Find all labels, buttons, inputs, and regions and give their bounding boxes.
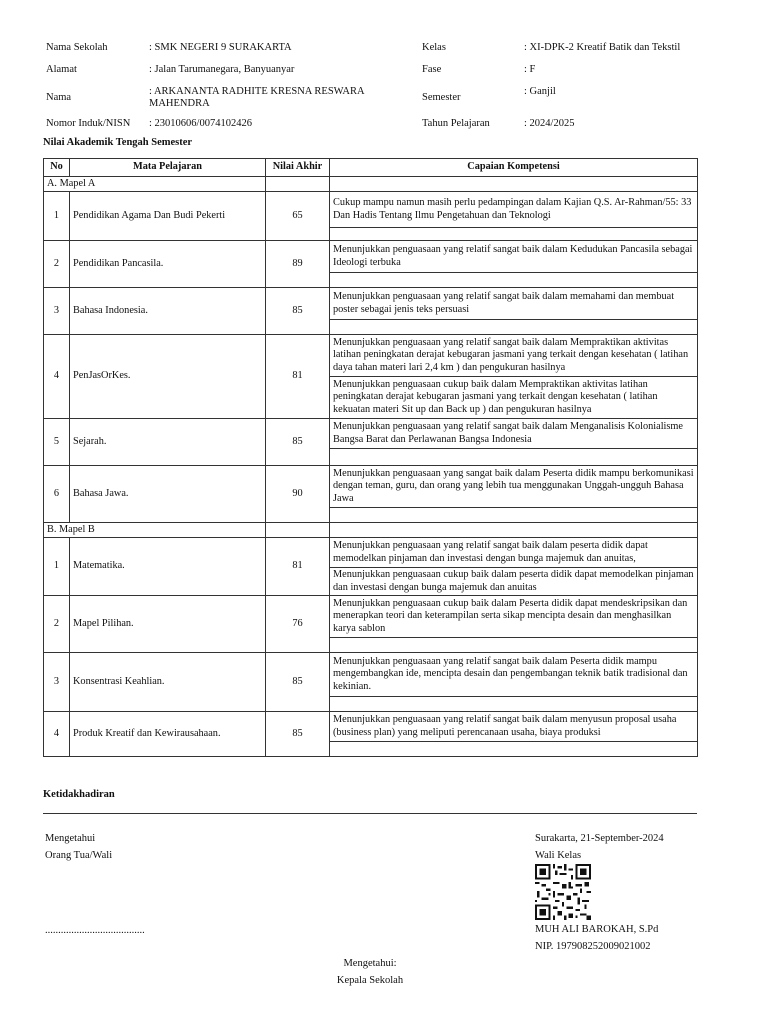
class-label: Kelas [422,42,446,53]
row-no: 5 [44,419,70,466]
competency-text-secondary [330,320,698,335]
competency-text-secondary [330,273,698,288]
competency-text: Menunjukkan penguasaan yang relatif sangat baik dalam Kedudukan Pancasila sebagai Ideologi terbuka [330,241,698,273]
section-title: Nilai Akademik Tengah Semester [43,137,193,148]
group-b-comp-cell [330,523,698,538]
address-value: : Jalan Tarumanegara, Banyuanyar [149,64,295,75]
competency-text: Menunjukkan penguasaan yang relatif sangat baik dalam menyusun proposal usaha (business plan) yang meliputi perencanaan usaha, biaya produksi [330,712,698,742]
final-score: 81 [266,335,330,419]
final-score: 85 [266,653,330,712]
group-row-b [44,523,698,538]
competency-text-secondary [330,449,698,466]
student-name-value: : ARKANANTA RADHITE KRESNA RESWARA MAHENDRA [149,86,365,109]
table-row [44,596,698,638]
competency-text: Menunjukkan penguasaan yang relatif sangat baik dalam peserta didik dapat memodelkan pinjaman dan investasi dengan bunga majemuk dan anuitas, [330,538,698,568]
nisn-value: : 23010606/0074102426 [149,118,252,129]
parent-acknowledge-label: Mengetahui [45,833,96,844]
phase-value: : F [524,64,536,75]
class-value: : XI-DPK-2 Kreatif Batik dan Tekstil [524,42,681,53]
header-row-address [46,64,726,86]
row-no: 6 [44,466,70,523]
table-row [44,712,698,742]
principal-role-label: Kepala Sekolah [336,975,404,986]
final-score: 81 [266,538,330,596]
subject-name: Mapel Pilihan. [70,596,266,653]
competency-text-secondary: Menunjukkan penguasaan cukup baik dalam peserta didik dapat memodelkan pinjaman dan investasi dengan bunga majemuk dan anuitas [330,568,698,596]
qr-code-icon [535,864,591,920]
school-name-value: : SMK NEGERI 9 SURAKARTA [149,42,292,53]
row-no: 3 [44,653,70,712]
table-row [44,192,698,228]
table-row [44,466,698,508]
table-row [44,538,698,568]
table-row [44,335,698,377]
table-row [44,288,698,320]
competency-text: Menunjukkan penguasaan yang relatif sangat baik dalam memahami dan membuat poster sebagai jenis teks persuasi [330,288,698,320]
semester-value: : Ganjil [524,86,556,97]
table-header-row [44,159,698,177]
address-label: Alamat [46,64,77,75]
principal-signature-block [300,955,440,989]
col-header-competency: Capaian Kompetensi [330,159,698,177]
teacher-name: MUH ALI BAROKAH, S.Pd [535,924,659,935]
group-label-b: B. Mapel B [44,523,266,538]
teacher-header-block [535,830,664,864]
phase-label: Fase [422,64,442,75]
parent-signature-block [45,830,112,864]
row-no: 4 [44,712,70,757]
final-score: 65 [266,192,330,241]
header-row-name [46,86,726,118]
school-year-label: Tahun Pelajaran [422,118,490,129]
semester-label: Semester [422,92,461,103]
school-name-label: Nama Sekolah [46,42,108,53]
competency-text-secondary [330,638,698,653]
subject-name: Konsentrasi Keahlian. [70,653,266,712]
teacher-role: Wali Kelas [535,850,582,861]
final-score: 76 [266,596,330,653]
col-header-score: Nilai Akhir [266,159,330,177]
table-row [44,241,698,273]
subject-name: PenJasOrKes. [70,335,266,419]
group-a-score-cell [266,177,330,192]
competency-text: Menunjukkan penguasaan yang sangat baik dalam Peserta didik mampu berkomunikasi dengan teman, guru, dan orang yang lebih tua menggunakan Unggah-ungguh Bahasa Jawa [330,466,698,508]
competency-text: Menunjukkan penguasaan yang relatif sangat baik dalam Peserta didik mampu mengembangkan ide, mencipta desain dan pengembangan teknik batik tradisional dan kekinian. [330,653,698,697]
subject-name: Produk Kreatif dan Kewirausahaan. [70,712,266,757]
row-no: 4 [44,335,70,419]
final-score: 85 [266,419,330,466]
subject-name: Pendidikan Agama Dan Budi Pekerti [70,192,266,241]
place-date: Surakarta, 21-September-2024 [535,833,664,844]
row-no: 3 [44,288,70,335]
competency-text-secondary [330,742,698,757]
table-row [44,653,698,697]
parent-signature-line: ...................................... [45,925,145,936]
teacher-nip: NIP. 197908252009021002 [535,941,651,952]
competency-text: Menunjukkan penguasaan cukup baik dalam Peserta didik dapat mendeskripsikan dan menerapkan teori dan keterampilan serta sikap mencipta desain dan menghasilkan karya sablon [330,596,698,638]
absence-divider [43,813,697,814]
final-score: 85 [266,288,330,335]
row-no: 2 [44,241,70,288]
competency-text-secondary [330,697,698,712]
group-label-a: A. Mapel A [44,177,266,192]
group-b-score-cell [266,523,330,538]
principal-acknowledge-label: Mengetahui: [343,958,397,969]
final-score: 89 [266,241,330,288]
competency-text-secondary [330,508,698,523]
competency-text: Cukup mampu namun masih perlu pedampingan dalam Kajian Q.S. Ar-Rahman/55: 33 Dan Hadis Tentang Ilmu Pengetahuan dan Teknologi [330,192,698,228]
teacher-signature-block [535,921,658,955]
nisn-label: Nomor Induk/NISN [46,118,131,129]
competency-text-secondary [330,228,698,241]
subject-name: Matematika. [70,538,266,596]
grades-table [43,158,698,757]
final-score: 90 [266,466,330,523]
subject-name: Bahasa Jawa. [70,466,266,523]
subject-name: Sejarah. [70,419,266,466]
absence-title: Ketidakhadiran [43,789,115,800]
row-no: 1 [44,538,70,596]
table-row [44,419,698,449]
col-header-subject: Mata Pelajaran [70,159,266,177]
final-score: 85 [266,712,330,757]
group-a-comp-cell [330,177,698,192]
subject-name: Bahasa Indonesia. [70,288,266,335]
group-row-a [44,177,698,192]
header-row-school [46,42,726,64]
row-no: 2 [44,596,70,653]
subject-name: Pendidikan Pancasila. [70,241,266,288]
competency-text: Menunjukkan penguasaan yang relatif sangat baik dalam Menganalisis Kolonialisme Bangsa Barat dan Perlawanan Bangsa Indonesia [330,419,698,449]
competency-text-secondary: Menunjukkan penguasaan cukup baik dalam Mempraktikan aktivitas latihan peningkatan derajat kebugaran jasmani yang terkait dengan kesehatan ( latihan kekuatan materi Sit up dan Back up ) dan pengukuran hasilnya [330,377,698,419]
parent-role-label: Orang Tua/Wali [45,850,113,861]
row-no: 1 [44,192,70,241]
school-year-value: : 2024/2025 [524,118,575,129]
student-name-label: Nama [46,92,72,103]
competency-text: Menunjukkan penguasaan yang relatif sangat baik dalam Mempraktikan aktivitas latihan peningkatan derajat kebugaran jasmani yang terkait dengan kesehatan ( latihan daya tahan materi lari 2,4 km ) dan pengukuran hasilnya [330,335,698,377]
col-header-no: No [44,159,70,177]
student-header [46,42,726,140]
